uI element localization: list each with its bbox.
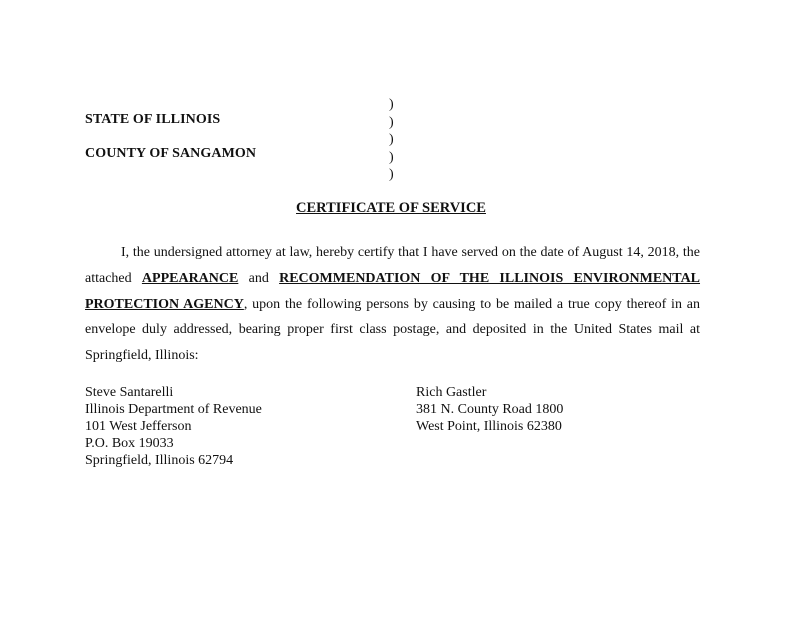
recipient-address-1	[85, 384, 262, 469]
certificate-body	[85, 240, 700, 369]
address-line: Rich Gastler	[416, 385, 487, 400]
document-appearance: APPEARANCE	[141, 270, 239, 286]
county-caption: COUNTY OF SANGAMON	[85, 146, 257, 161]
body-text-part1: I, the undersigned attorney at law, hereby certify that I have served on the date of August 14, 2018, the attached	[85, 245, 700, 286]
recipient-address-2	[416, 384, 563, 435]
body-text-and: and	[238, 270, 280, 286]
document-recommendation: RECOMMENDATION OF THE ILLINOIS ENVIRONMENTAL PROTECTION AGENCY	[85, 270, 701, 312]
body-text-part2: , upon the following persons by causing to be mailed a true copy thereof in an envelope duly addressed, bearing proper first class postage, and deposited in the United States mail at Springfield, Illinois:	[85, 296, 700, 364]
address-line: 101 West Jefferson	[85, 419, 192, 434]
paren: )	[389, 167, 394, 182]
address-line: Steve Santarelli	[85, 385, 174, 400]
address-line: P.O. Box 19033	[85, 436, 174, 451]
address-line: 381 N. County Road 1800	[416, 402, 564, 417]
document-title: CERTIFICATE OF SERVICE	[296, 200, 486, 216]
paren: )	[389, 114, 394, 130]
address-line: Springfield, Illinois 62794	[85, 453, 234, 468]
address-line: Illinois Department of Revenue	[85, 402, 262, 417]
paren: )	[389, 132, 394, 147]
address-line: West Point, Illinois 62380	[416, 419, 562, 434]
paren: )	[389, 149, 394, 165]
state-caption: STATE OF ILLINOIS	[85, 112, 221, 127]
paren: )	[389, 97, 394, 112]
caption-brackets	[389, 96, 394, 184]
